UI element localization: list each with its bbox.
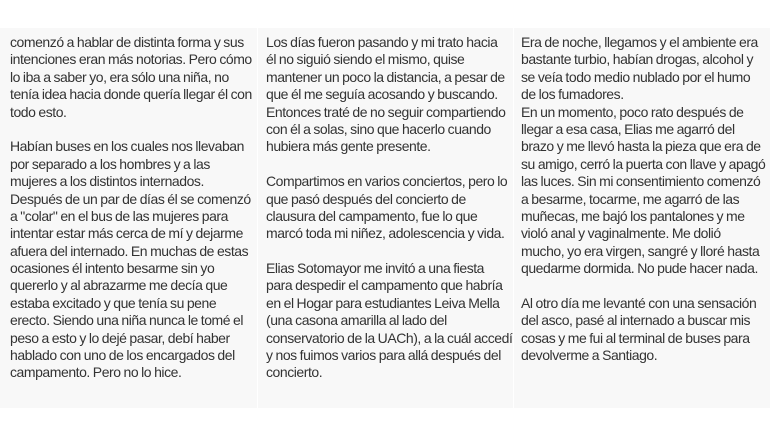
- text-line: [521, 277, 770, 294]
- text-line: muñecas, me bajó los pantalones y me: [521, 207, 745, 224]
- text-line: hablado con uno de los encargados del: [10, 347, 235, 364]
- text-line: él no siguió siendo el mismo, quise: [266, 51, 465, 68]
- text-line: [266, 156, 513, 173]
- text-line: que pasó después del concierto de: [266, 190, 466, 207]
- text-line: comenzó a hablar de distinta forma y sus: [10, 34, 244, 50]
- text-line: marcó toda mi niñez, adolescencia y vida.: [266, 225, 505, 242]
- text-line: con él a solas, sino que hacerlo cuando: [266, 120, 491, 137]
- text-line: conservatorio de la UACh), a la cuál accedí: [266, 329, 513, 346]
- text-line: lo iba a saber yo, era sólo una niña, no: [10, 68, 229, 85]
- text-column-2: [258, 28, 513, 408]
- text-line: clausura del campamento, fue lo que: [266, 207, 478, 224]
- text-line: para despedir el campamento que habría: [266, 277, 503, 294]
- text-line: Entonces traté de no seguir compartiendo: [266, 103, 506, 120]
- text-line: [10, 121, 257, 138]
- text-line: hubiera más gente presente.: [266, 138, 431, 155]
- text-line: intenciones eran más notorias. Pero cómo: [10, 51, 252, 68]
- text-line: su amigo, cerró la puerta con llave y apagó: [521, 155, 766, 172]
- text-column-3: [514, 28, 770, 408]
- text-line: Los días fueron pasando y mi trato hacia: [266, 34, 498, 50]
- text-line: campamento. Pero no lo hice.: [10, 364, 182, 381]
- text-line: se veía todo medio nublado por el humo: [521, 68, 751, 85]
- text-line: quererlo y al abrazarme me decía que: [10, 277, 228, 294]
- text-line: estaba excitado y que tenía su pene: [10, 294, 217, 311]
- text-line: afuera del internado. En muchas de estas: [10, 242, 249, 259]
- text-line: peso a esto y lo dejé pasar, debí haber: [10, 329, 230, 346]
- text-line: a "colar" en el bus de las mujeres para: [10, 207, 228, 224]
- text-line: (una casona amarilla al lado del: [266, 312, 447, 329]
- text-line: de los fumadores.: [521, 86, 624, 103]
- text-line: En un momento, poco rato después de: [521, 103, 744, 120]
- text-line: del asco, pasé al internado a buscar mis: [521, 312, 751, 329]
- text-line: devolverme a Santiago.: [521, 347, 658, 364]
- text-line: erecto. Siendo una niña nunca le tomé el: [10, 312, 244, 329]
- text-line: Al otro día me levanté con una sensación: [521, 294, 757, 311]
- text-line: brazo y me llevó hasta la pieza que era de: [521, 138, 761, 155]
- text-line: mucho, yo era virgen, sangré y lloré hasta: [521, 242, 760, 259]
- text-line: bastante turbio, habían drogas, alcohol y: [521, 51, 754, 68]
- text-line: Habían buses en los cuales nos llevaban: [10, 138, 244, 155]
- text-line: Después de un par de días él se comenzó: [10, 190, 251, 207]
- text-line: a besarme, tocarme, me agarró de las: [521, 190, 740, 207]
- text-line: tenía idea hacia donde quería llegar él con: [10, 86, 252, 103]
- text-line: las luces. Sin mi consentimiento comenzó: [521, 173, 761, 190]
- text-line: [266, 243, 513, 260]
- text-line: concierto.: [266, 364, 323, 381]
- text-line: y nos fuimos varios para allá después del: [266, 347, 501, 364]
- text-line: por separado a los hombres y a las: [10, 155, 210, 172]
- text-line: cosas y me fui al terminal de buses para: [521, 329, 750, 346]
- text-line: mujeres a los distintos internados.: [10, 173, 204, 190]
- text-line: Era de noche, llegamos y el ambiente era: [521, 34, 758, 50]
- text-line: ocasiones él intento besarme sin yo: [10, 260, 215, 277]
- text-line: mantener un poco la distancia, a pesar de: [266, 68, 505, 85]
- text-line: llegar a esa casa, Elias me agarró del: [521, 120, 735, 137]
- text-column-1: [0, 28, 257, 408]
- text-line: Compartimos en varios conciertos, pero lo: [266, 173, 508, 190]
- text-line: Elias Sotomayor me invitó a una fiesta: [266, 260, 485, 277]
- text-line: en el Hogar para estudiantes Leiva Mella: [266, 294, 500, 311]
- text-line: todo esto.: [10, 103, 67, 120]
- text-line: violó anal y vaginalmente. Me dolió: [521, 225, 721, 242]
- text-line: que él me seguía acosando y buscando.: [266, 86, 498, 103]
- text-line: quedarme dormida. No pude hacer nada.: [521, 260, 758, 277]
- text-line: intentar estar más cerca de mí y dejarme: [10, 225, 243, 242]
